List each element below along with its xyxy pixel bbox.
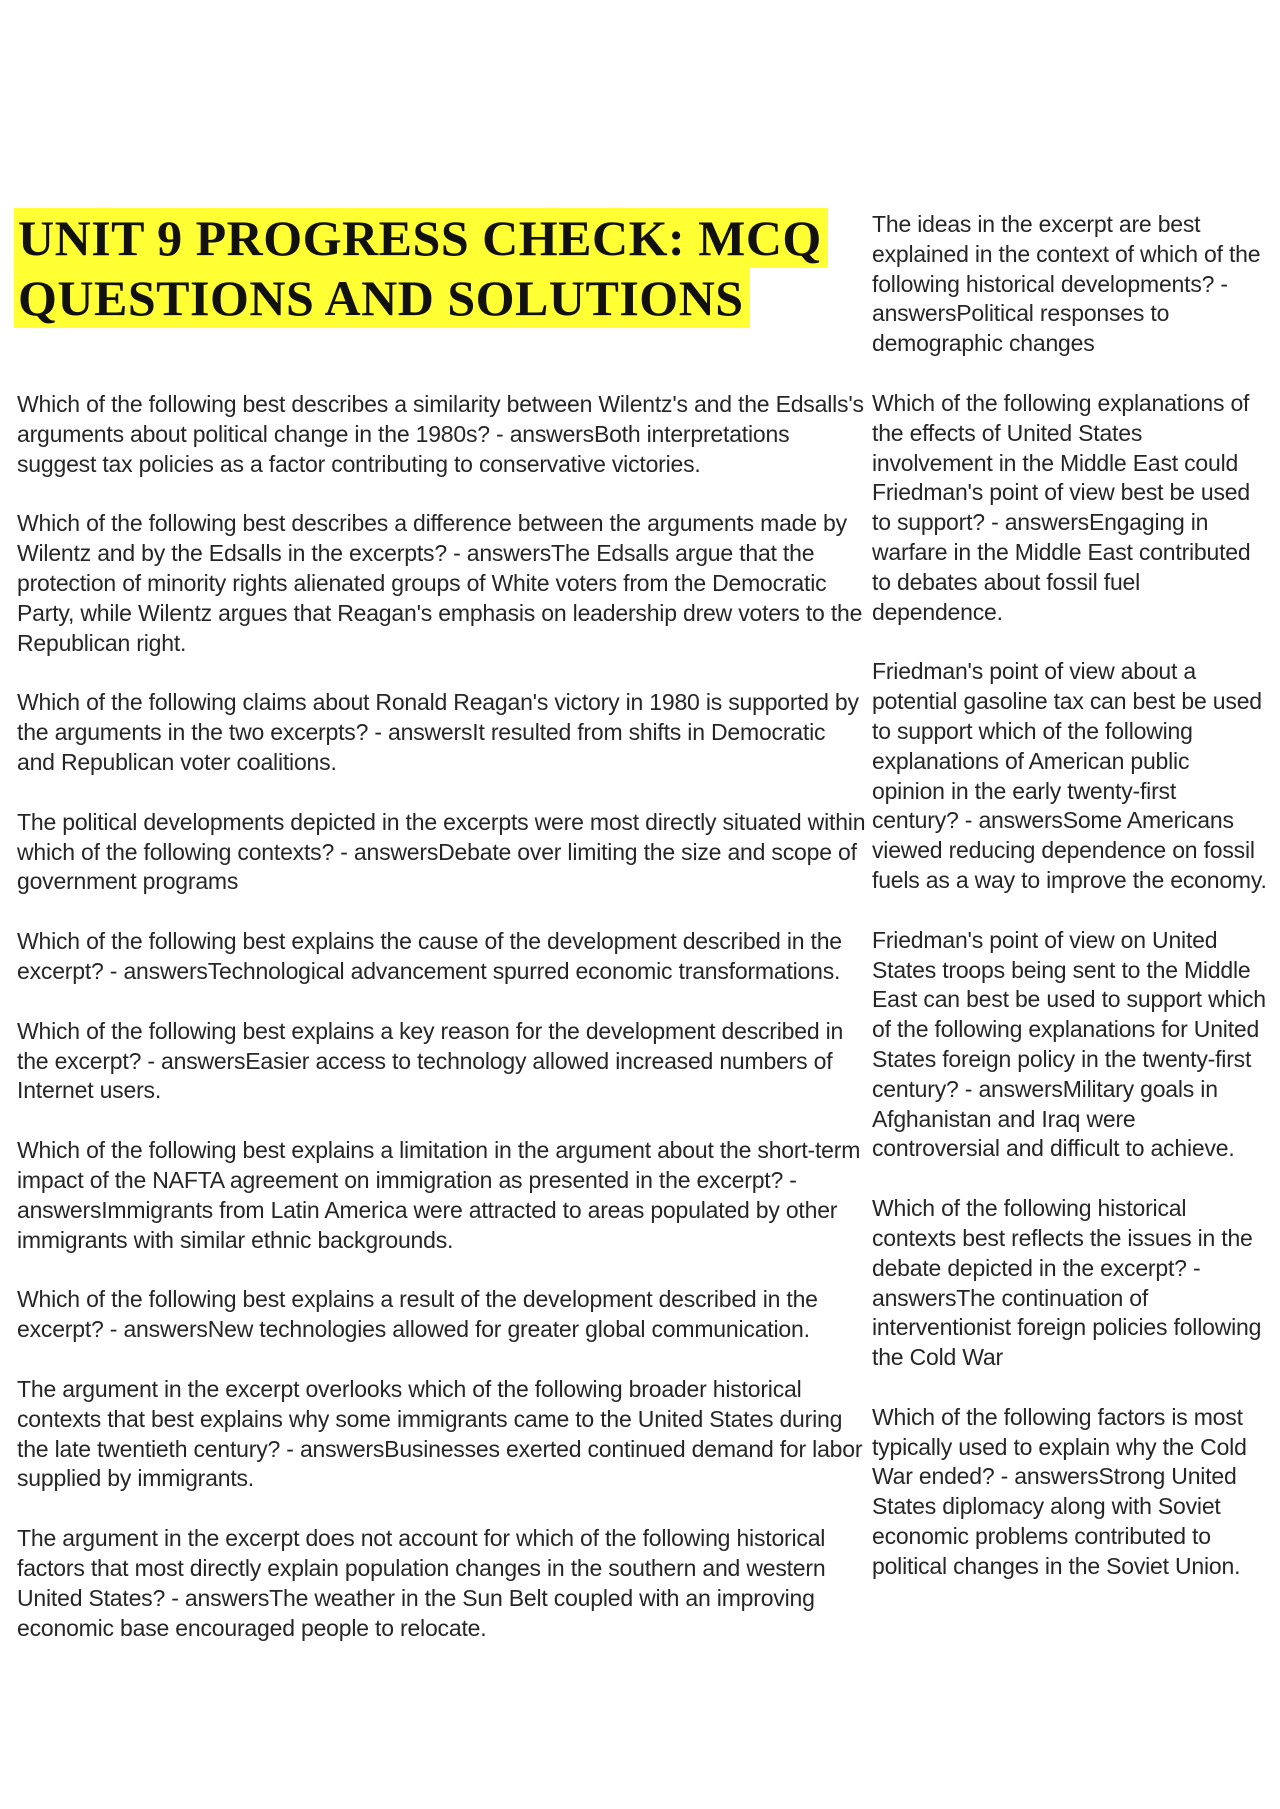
- qa-text: Which of the following best explains the cause of the development described in the excerpt? - answersTechnological advancement spurred economic transformations.: [17, 928, 842, 984]
- qa-text: Which of the following best describes a difference between the arguments made by Wilentz and by the Edsalls in the excerpts? - answersThe Edsalls argue that the protection of minority rights alienated groups of White voters from the Democratic Party, while Wilentz argues that Reagan's emphasis on leadership drew voters to the Republican right.: [17, 510, 863, 656]
- qa-text: Which of the following claims about Ronald Reagan's victory in 1980 is supported by the arguments in the two excerpts? - answersIt resulted from shifts in Democratic and Republican voter coalitions.: [17, 689, 859, 775]
- qa-text: Which of the following best describes a similarity between Wilentz's and the Edsalls's arguments about political change in the 1980s? - answersBoth interpretations suggest tax policies as a factor contributing to conservative victories.: [17, 391, 864, 477]
- qa-item: [17, 1017, 867, 1106]
- qa-item: [872, 1403, 1267, 1582]
- qa-item: [17, 808, 867, 897]
- qa-text: Friedman's point of view on United States troops being sent to the Middle East can best be used to support which of the following explanations for United States foreign policy in the twenty-first century? - answersMilitary goals in Afghanistan and Iraq were controversial and difficult to achieve.: [872, 926, 1266, 1162]
- qa-item: [17, 1136, 867, 1255]
- qa-item: [17, 688, 867, 777]
- qa-item: [17, 927, 867, 987]
- qa-item: [872, 389, 1267, 627]
- qa-text: Which of the following historical contexts best reflects the issues in the debate depicted in the excerpt? - answersThe continuation of interventionist foreign policies following the Cold War: [872, 1195, 1262, 1371]
- qa-item: [17, 1524, 867, 1643]
- qa-item: [872, 657, 1267, 895]
- qa-item: [17, 1285, 867, 1345]
- title-line-2: QUESTIONS AND SOLUTIONS: [14, 268, 750, 328]
- qa-text: Which of the following best explains a limitation in the argument about the short-term impact of the NAFTA agreement on immigration as presented in the excerpt? - answersImmigrants from Latin America were attracted to areas populated by other immigrants with similar ethnic backgrounds.: [17, 1137, 861, 1253]
- title-line-1: UNIT 9 PROGRESS CHECK: MCQ: [14, 208, 828, 268]
- qa-text: Which of the following explanations of the effects of United States involvement in the Middle East could Friedman's point of view best be used to support? - answersEngaging in warfare in the Middle East contributed to debates about fossil fuel dependence.: [872, 389, 1251, 625]
- qa-item: [17, 390, 867, 479]
- qa-text: Friedman's point of view about a potential gasoline tax can best be used to support which of the following explanations of American public opinion in the early twenty-first century? - answersSome Americans viewed reducing dependence on fossil fuels as a way to improve the economy.: [872, 658, 1267, 893]
- qa-text: Which of the following best explains a result of the development described in the excerpt? - answersNew technologies allowed for greater global communication.: [17, 1286, 818, 1343]
- qa-item: [17, 1375, 867, 1494]
- qa-text: The ideas in the excerpt are best explained in the context of which of the following historical developments? - answersPolitical responses to demographic changes: [872, 211, 1261, 357]
- qa-item: [872, 210, 1267, 359]
- qa-text: Which of the following factors is most typically used to explain why the Cold War ended? - answersStrong United States diplomacy along with Soviet economic problems contributed to political changes in the Soviet Union.: [872, 1403, 1247, 1579]
- qa-item: [17, 509, 867, 658]
- qa-item: [872, 1194, 1267, 1373]
- qa-text: The argument in the excerpt does not account for which of the following historical factors that most directly explain population changes in the southern and western United States? - answersThe weather in the Sun Belt coupled with an improving economic base encouraged people to relocate.: [17, 1525, 826, 1641]
- qa-text: The political developments depicted in the excerpts were most directly situated within which of the following contexts? - answersDebate over limiting the size and scope of government programs: [17, 808, 866, 895]
- qa-text: Which of the following best explains a key reason for the development described in the excerpt? - answersEasier access to technology allowed increased numbers of Internet users.: [17, 1017, 844, 1104]
- right-column: [872, 210, 1267, 1612]
- left-column: [17, 390, 867, 1673]
- qa-text: The argument in the excerpt overlooks which of the following broader historical contexts that best explains why some immigrants came to the United States during the late twentieth century? - answersBusinesses exerted continued demand for labor supplied by immigrants.: [17, 1375, 863, 1492]
- document-title: [14, 208, 864, 328]
- qa-item: [872, 926, 1267, 1164]
